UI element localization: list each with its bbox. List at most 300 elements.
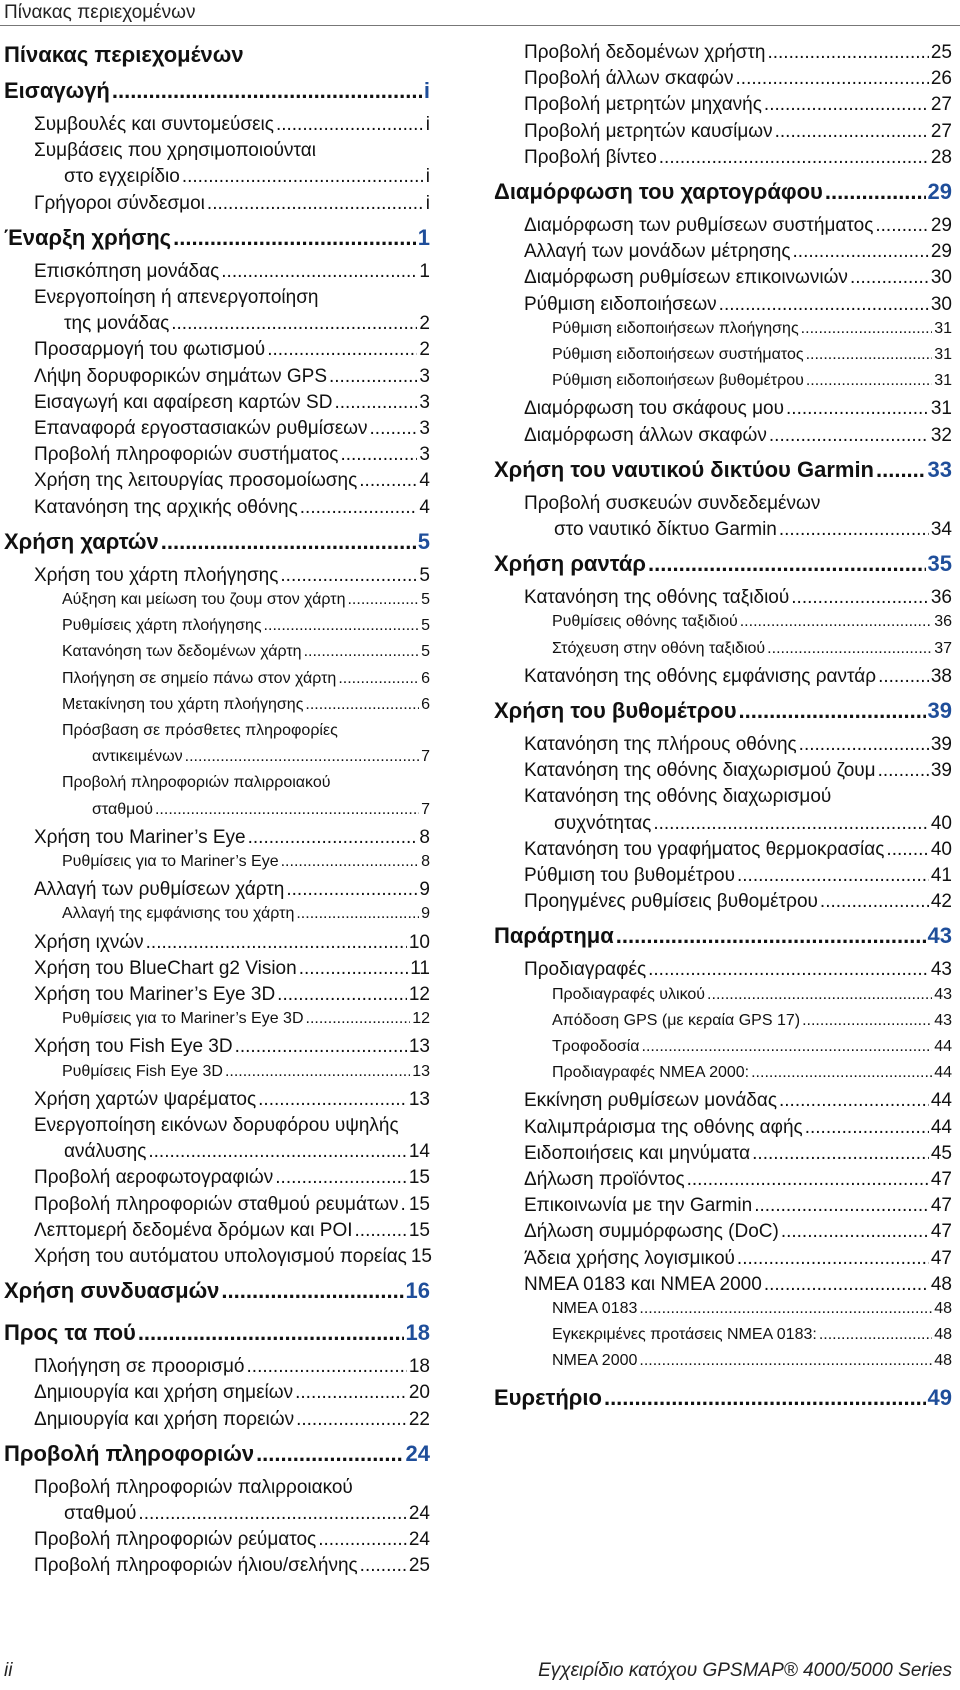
toc-entry[interactable] bbox=[524, 68, 952, 90]
toc-entry-label: Καλιμπράρισμα της οθόνης αφής bbox=[524, 1116, 803, 1138]
toc-entry-label: σταθμού bbox=[64, 1503, 137, 1524]
toc-page-number: 3 bbox=[419, 444, 430, 466]
toc-entry[interactable] bbox=[34, 193, 430, 215]
toc-entry[interactable] bbox=[34, 827, 430, 849]
toc-page-number: 39 bbox=[930, 734, 952, 755]
dot-leader bbox=[616, 923, 926, 949]
dot-leader bbox=[248, 827, 418, 849]
toc-section-entry[interactable] bbox=[494, 1385, 952, 1411]
toc-entry[interactable] bbox=[524, 865, 952, 887]
dot-leader bbox=[791, 587, 929, 609]
toc-page-number: 25 bbox=[408, 1555, 430, 1577]
toc-entry-label: Αλλαγή της εμφάνισης του χάρτη bbox=[62, 905, 295, 923]
toc-page-number: i bbox=[425, 166, 430, 188]
dot-leader bbox=[171, 313, 417, 335]
toc-entry[interactable] bbox=[524, 121, 952, 143]
dot-leader bbox=[329, 366, 417, 388]
toc-entry[interactable] bbox=[64, 1141, 430, 1163]
running-title: Πίνακας περιεχομένων bbox=[4, 2, 196, 23]
toc-entry-label: Λήψη δορυφορικών σημάτων GPS bbox=[34, 365, 327, 387]
toc-page-number: 43 bbox=[930, 959, 952, 981]
dot-leader bbox=[775, 121, 929, 143]
toc-entry[interactable] bbox=[524, 215, 952, 237]
toc-page-number: 1 bbox=[419, 260, 430, 282]
toc-page-number: 37 bbox=[934, 639, 952, 657]
toc-entry[interactable] bbox=[34, 565, 430, 587]
toc-page-number: 47 bbox=[930, 1247, 952, 1269]
toc-entry[interactable] bbox=[34, 366, 430, 388]
toc-entry-label: Εκκίνηση ρυθμίσεων μονάδας bbox=[524, 1090, 777, 1112]
toc-page-number: i bbox=[425, 192, 430, 214]
toc-page-number: 12 bbox=[412, 1010, 430, 1028]
dot-leader bbox=[850, 267, 929, 289]
toc-entry-label: Απόδοση GPS (με κεραία GPS 17) bbox=[552, 1011, 801, 1029]
toc-entry[interactable] bbox=[34, 984, 430, 1006]
toc-entry[interactable] bbox=[524, 666, 952, 688]
toc-entry-label: Προβολή πληροφοριών bbox=[4, 1440, 255, 1466]
toc-page-number: 24 bbox=[408, 1529, 430, 1551]
toc-entry[interactable] bbox=[552, 1352, 952, 1370]
dot-leader bbox=[752, 1143, 929, 1165]
toc-page-number: 25 bbox=[930, 42, 952, 63]
dot-leader bbox=[802, 1012, 932, 1030]
toc-page-number: 5 bbox=[417, 528, 430, 554]
running-header bbox=[0, 0, 960, 26]
toc-entry[interactable] bbox=[34, 1529, 430, 1551]
dot-leader bbox=[639, 1300, 932, 1318]
toc-page-number: 8 bbox=[421, 853, 430, 870]
toc-section-entry[interactable] bbox=[4, 529, 430, 555]
toc-section-entry[interactable] bbox=[494, 457, 952, 483]
toc-page-number: 3 bbox=[419, 365, 430, 387]
dot-leader bbox=[737, 865, 929, 887]
dot-leader bbox=[295, 1382, 407, 1404]
toc-section-entry[interactable] bbox=[4, 1320, 430, 1346]
toc-entry[interactable] bbox=[524, 42, 952, 64]
dot-leader bbox=[256, 1441, 403, 1467]
toc-entry[interactable] bbox=[34, 932, 430, 954]
dot-leader bbox=[221, 1278, 403, 1304]
toc-entry-label: Προβολή μετρητών καυσίμων bbox=[524, 120, 773, 142]
dot-leader bbox=[173, 225, 416, 251]
toc-page-number: 18 bbox=[408, 1356, 430, 1378]
toc-entry[interactable] bbox=[34, 444, 430, 466]
toc-entry-label: Χρήση του ναυτικού δικτύου Garmin bbox=[494, 456, 874, 482]
toc-entry-label: Προηγμένες ρυθμίσεις βυθομέτρου bbox=[524, 891, 818, 913]
page-footer bbox=[0, 1660, 960, 1686]
toc-entry-label: Επαναφορά εργοστασιακών ρυθμίσεων bbox=[34, 418, 368, 439]
dot-leader bbox=[277, 984, 407, 1006]
dot-leader bbox=[786, 398, 929, 420]
toc-entry[interactable] bbox=[34, 1555, 430, 1577]
toc-entry[interactable] bbox=[552, 640, 952, 658]
toc-entry[interactable] bbox=[62, 696, 430, 714]
toc-entry[interactable] bbox=[62, 643, 430, 661]
toc-entry-label: ανάλυσης bbox=[64, 1141, 147, 1163]
toc-page-number: 11 bbox=[410, 957, 430, 979]
dot-leader bbox=[659, 147, 929, 169]
toc-entry[interactable] bbox=[552, 1038, 952, 1056]
toc-entry-label: Προβολή αεροφωτογραφιών bbox=[34, 1167, 274, 1189]
toc-section-entry[interactable] bbox=[4, 225, 430, 251]
toc-entry[interactable] bbox=[34, 1382, 430, 1404]
toc-entry[interactable] bbox=[524, 241, 952, 263]
toc-entry-label: Αλλαγή των ρυθμίσεων χάρτη bbox=[34, 879, 285, 901]
toc-entry-label: Προδιαγραφές NMEA 2000: bbox=[552, 1064, 750, 1082]
dot-leader bbox=[819, 1326, 932, 1344]
toc-entry[interactable] bbox=[524, 1090, 952, 1112]
toc-page-number: 31 bbox=[934, 372, 952, 390]
toc-entry-label: Δήλωση συμμόρφωσης (DoC) bbox=[524, 1221, 779, 1243]
toc-page-number: 29 bbox=[930, 241, 952, 263]
dot-leader bbox=[806, 372, 932, 390]
dot-leader bbox=[764, 94, 929, 116]
toc-entry-label: Κατανόηση της οθόνης ταξιδιού bbox=[524, 587, 790, 609]
toc-section-entry[interactable] bbox=[4, 1278, 430, 1304]
toc-entry[interactable] bbox=[524, 1143, 952, 1165]
toc-page-number: 6 bbox=[421, 695, 430, 713]
toc-entry[interactable] bbox=[552, 1326, 952, 1344]
dot-leader bbox=[648, 959, 929, 981]
toc-entry[interactable] bbox=[552, 613, 952, 631]
toc-entry-label: Χρήση της λειτουργίας προσομοίωσης bbox=[34, 470, 358, 492]
dot-leader bbox=[276, 114, 424, 136]
toc-page-number: 32 bbox=[930, 424, 952, 446]
toc-page-number: 27 bbox=[930, 94, 952, 116]
toc-entry[interactable] bbox=[524, 425, 952, 447]
toc-entry[interactable] bbox=[34, 114, 430, 136]
toc-entry[interactable] bbox=[524, 294, 952, 316]
toc-page-number: 33 bbox=[927, 456, 952, 482]
toc-page-number: 6 bbox=[421, 669, 430, 687]
toc-page-number: 15 bbox=[408, 1219, 430, 1241]
toc-page-number: 47 bbox=[930, 1221, 952, 1243]
toc-entry[interactable] bbox=[552, 1064, 952, 1082]
toc-entry-text: Ενεργοποίηση εικόνων δορυφόρου υψηλής bbox=[34, 1115, 399, 1136]
toc-entry-text: Κατανόηση της οθόνης διαχωρισμού bbox=[524, 786, 832, 808]
toc-entry[interactable] bbox=[64, 166, 430, 188]
toc-entry[interactable] bbox=[34, 1167, 430, 1189]
dot-leader bbox=[370, 418, 418, 440]
toc-entry-label: Παράρτημα bbox=[494, 923, 614, 949]
toc-entry-label: Χρήση του χάρτη πλοήγησης bbox=[34, 564, 279, 586]
dot-leader bbox=[258, 1089, 407, 1111]
toc-page-number: 36 bbox=[934, 613, 952, 631]
toc-entry[interactable] bbox=[524, 1169, 952, 1191]
toc-page-number: 35 bbox=[927, 551, 952, 577]
toc-entry-label: Διαμόρφωση του χαρτογράφου bbox=[494, 179, 823, 204]
toc-entry[interactable] bbox=[524, 587, 952, 609]
toc-page-number: 31 bbox=[934, 319, 952, 337]
toc-page-number: 43 bbox=[934, 985, 952, 1003]
toc-page-number: 40 bbox=[930, 838, 952, 860]
toc-entry[interactable] bbox=[524, 1117, 952, 1139]
toc-entry[interactable] bbox=[524, 734, 952, 756]
toc-entry-label: Κατανόηση του γραφήματος θερμοκρασίας bbox=[524, 838, 885, 860]
toc-entry-label: Μετακίνηση του χάρτη πλοήγησης bbox=[62, 695, 304, 713]
toc-entry-label: Προβολή μετρητών μηχανής bbox=[524, 94, 762, 116]
toc-page-number: 31 bbox=[934, 346, 952, 363]
toc-entry[interactable] bbox=[554, 519, 952, 541]
toc-entry-label: Χρήση συνδυασμών bbox=[4, 1278, 220, 1304]
dot-leader bbox=[805, 1117, 929, 1139]
toc-entry-label: Κατανόηση των δεδομένων χάρτη bbox=[62, 643, 302, 661]
dot-leader bbox=[300, 497, 418, 519]
toc-entry-label: Γρήγοροι σύνδεσμοι bbox=[34, 192, 205, 214]
dot-leader bbox=[235, 1036, 407, 1058]
toc-page-number: 48 bbox=[934, 1326, 952, 1344]
toc-page-number: 42 bbox=[930, 891, 952, 913]
toc-entry[interactable] bbox=[34, 1194, 430, 1216]
toc-entry[interactable] bbox=[524, 398, 952, 420]
toc-entry-label: Προσαρμογή του φωτισμού bbox=[34, 339, 266, 361]
dot-leader bbox=[740, 613, 932, 631]
toc-entry[interactable] bbox=[34, 470, 430, 492]
toc-entry[interactable] bbox=[92, 748, 430, 766]
toc-entry-label: Έναρξη χρήσης bbox=[4, 224, 172, 250]
toc-page-number: 45 bbox=[930, 1142, 952, 1164]
dot-leader bbox=[247, 1356, 407, 1378]
toc-entry[interactable] bbox=[62, 591, 430, 609]
toc-entry-label: Χρήση ραντάρ bbox=[494, 551, 647, 577]
toc-page-number: 18 bbox=[405, 1320, 430, 1346]
toc-page-number: 9 bbox=[419, 879, 430, 901]
toc-entry[interactable] bbox=[524, 94, 952, 116]
toc-section-entry[interactable] bbox=[4, 78, 430, 104]
dot-leader bbox=[155, 801, 419, 819]
toc-entry[interactable] bbox=[62, 670, 430, 688]
toc-page-number: 3 bbox=[419, 391, 430, 413]
dot-leader bbox=[769, 425, 929, 447]
toc-entry-label: Προβολή βίντεο bbox=[524, 146, 657, 168]
toc-entry-label: Ρυθμίσεις Fish Eye 3D bbox=[62, 1062, 223, 1080]
toc-page-number: 12 bbox=[408, 984, 430, 1005]
dot-leader bbox=[338, 670, 419, 688]
toc-page-number: 40 bbox=[930, 812, 952, 834]
toc-entry-label: Ειδοποιήσεις και μηνύματα bbox=[524, 1142, 751, 1164]
dot-leader bbox=[304, 643, 420, 661]
toc-entry[interactable] bbox=[62, 617, 430, 635]
toc-entry-label: Προβολή πληροφοριών ήλιου/σελήνης bbox=[34, 1555, 358, 1577]
toc-page-number: 13 bbox=[408, 1088, 430, 1110]
toc-entry[interactable] bbox=[552, 986, 952, 1004]
toc-entry[interactable] bbox=[34, 418, 430, 440]
toc-entry-label: Τροφοδοσία bbox=[552, 1038, 640, 1055]
toc-entry[interactable] bbox=[552, 1300, 952, 1318]
toc-page-number: 43 bbox=[927, 923, 952, 949]
toc-entry[interactable] bbox=[64, 313, 430, 335]
toc-entry[interactable] bbox=[34, 392, 430, 414]
toc-entry-label: Κατανόηση της αρχικής οθόνης bbox=[34, 496, 298, 518]
toc-section-entry[interactable] bbox=[494, 698, 952, 724]
dot-leader bbox=[112, 78, 422, 104]
toc-entry-label: Ευρετήριο bbox=[494, 1384, 602, 1410]
dot-leader bbox=[182, 166, 424, 188]
toc-entry-label: Κατανόηση της πλήρους οθόνης bbox=[524, 734, 797, 755]
dot-leader bbox=[806, 346, 933, 364]
header-rule bbox=[0, 25, 960, 26]
toc-entry-text: Πρόσβαση σε πρόσθετες πληροφορίες bbox=[62, 722, 338, 739]
toc-entry[interactable] bbox=[552, 372, 952, 390]
toc-page-number: 27 bbox=[930, 120, 952, 142]
toc-page-number: 3 bbox=[419, 418, 430, 439]
toc-entry-label: Διαμόρφωση των ρυθμίσεων συστήματος bbox=[524, 215, 874, 236]
dot-leader bbox=[886, 839, 928, 861]
toc-title: Πίνακας περιεχομένων bbox=[4, 42, 244, 67]
toc-entry[interactable] bbox=[34, 1036, 430, 1058]
toc-entry-label: Συμβουλές και συντομεύσεις bbox=[34, 114, 274, 135]
toc-entry[interactable] bbox=[64, 1503, 430, 1525]
toc-page-number: 48 bbox=[930, 1273, 952, 1295]
dot-leader bbox=[299, 958, 409, 980]
footer-page-number: ii bbox=[4, 1660, 13, 1681]
toc-entry-label: Εισαγωγή και αφαίρεση καρτών SD bbox=[34, 391, 333, 413]
toc-entry[interactable] bbox=[524, 267, 952, 289]
dot-leader bbox=[801, 320, 933, 338]
toc-page-number: 39 bbox=[927, 698, 952, 723]
toc-entry-text: Προβολή πληροφοριών παλιρροιακού bbox=[34, 1476, 353, 1498]
toc-entry-label: Ρύθμιση ειδοποιήσεων πλοήγησης bbox=[552, 319, 799, 337]
toc-page-number: 41 bbox=[930, 865, 952, 886]
dot-leader bbox=[604, 1385, 926, 1411]
toc-entry-label: NMEA 0183 bbox=[552, 1300, 638, 1317]
dot-leader bbox=[347, 591, 419, 609]
toc-page-number: 5 bbox=[419, 564, 430, 586]
toc-entry[interactable] bbox=[524, 1195, 952, 1217]
toc-entry-label: Ρύθμιση ειδοποιήσεων βυθομέτρου bbox=[552, 372, 804, 390]
dot-leader bbox=[355, 1220, 407, 1242]
dot-leader bbox=[707, 986, 932, 1004]
toc-entry[interactable] bbox=[524, 1274, 952, 1296]
toc-entry-label: Ρύθμιση του βυθομέτρου bbox=[524, 865, 735, 886]
toc-page-number: 7 bbox=[421, 748, 430, 766]
toc-entry[interactable] bbox=[92, 801, 430, 819]
toc-page-number: 2 bbox=[419, 313, 430, 335]
toc-entry[interactable] bbox=[62, 1063, 430, 1081]
dot-leader bbox=[401, 1194, 407, 1216]
toc-page-number: 14 bbox=[408, 1141, 430, 1163]
toc-entry[interactable] bbox=[62, 853, 430, 871]
dot-leader bbox=[185, 748, 419, 766]
toc-entry-label: Λεπτομερή δεδομένα δρόμων και POI bbox=[34, 1219, 353, 1241]
toc-page-number: 49 bbox=[927, 1384, 952, 1410]
dot-leader bbox=[318, 1529, 407, 1551]
toc-entry[interactable] bbox=[524, 891, 952, 913]
toc-entry-label: Διαμόρφωση ρυθμίσεων επικοινωνιών bbox=[524, 267, 848, 289]
toc-page-number: 13 bbox=[408, 1036, 430, 1058]
toc-entry[interactable] bbox=[34, 1409, 430, 1431]
toc-section-entry[interactable] bbox=[494, 179, 952, 205]
dot-leader bbox=[286, 879, 417, 901]
toc-entry[interactable] bbox=[524, 1221, 952, 1243]
toc-entry-label: Προδιαγραφές υλικού bbox=[552, 985, 706, 1003]
toc-entry-label: Κατανόηση της οθόνης διαχωρισμού ζουμ bbox=[524, 760, 876, 782]
toc-page-number: 4 bbox=[419, 496, 430, 518]
toc-entry-text: Προβολή συσκευών συνδεδεμένων bbox=[524, 492, 821, 514]
toc-entry[interactable] bbox=[524, 147, 952, 169]
toc-page-number: 48 bbox=[934, 1352, 952, 1370]
toc-entry-label: Προβολή πληροφοριών συστήματος bbox=[34, 444, 339, 466]
dot-leader bbox=[360, 1555, 407, 1577]
dot-leader bbox=[138, 1503, 406, 1525]
toc-section-entry[interactable] bbox=[494, 923, 952, 949]
toc-page-number: 28 bbox=[930, 146, 952, 168]
toc-entry[interactable] bbox=[34, 1089, 430, 1111]
toc-entry[interactable] bbox=[62, 1010, 430, 1028]
toc-entry[interactable] bbox=[34, 261, 430, 283]
toc-page-number: 43 bbox=[934, 1011, 952, 1029]
dot-leader bbox=[767, 42, 928, 64]
toc-entry[interactable] bbox=[62, 905, 430, 923]
dot-leader bbox=[736, 68, 929, 90]
toc-page-number: 36 bbox=[930, 587, 952, 609]
toc-entry[interactable] bbox=[552, 346, 952, 364]
toc-entry-label: Στόχευση στην οθόνη ταξιδιού bbox=[552, 639, 766, 657]
dot-leader bbox=[719, 294, 929, 316]
dot-leader bbox=[275, 1167, 407, 1189]
toc-entry-label: συχνότητας bbox=[554, 812, 652, 834]
dot-leader bbox=[639, 1352, 932, 1370]
toc-entry-label: Επισκόπηση μονάδας bbox=[34, 260, 220, 282]
toc-entry-label: Προς τα πού bbox=[4, 1320, 136, 1346]
toc-entry[interactable] bbox=[34, 1220, 430, 1242]
toc-entry-label: Διαμόρφωση άλλων σκαφών bbox=[524, 424, 767, 446]
toc-entry[interactable] bbox=[524, 760, 952, 782]
dot-leader bbox=[653, 813, 929, 835]
toc-entry[interactable] bbox=[34, 1356, 430, 1378]
toc-entry-label: Χρήση του Mariner’s Eye bbox=[34, 826, 246, 848]
dot-leader bbox=[359, 470, 417, 492]
dot-leader bbox=[296, 905, 419, 923]
toc-entry-label: Εγκεκριμένες προτάσεις NMEA 0183: bbox=[552, 1326, 817, 1344]
dot-leader bbox=[751, 1064, 932, 1082]
toc-entry[interactable] bbox=[34, 339, 430, 361]
toc-page-number: 38 bbox=[930, 665, 952, 687]
toc-entry[interactable] bbox=[554, 813, 952, 835]
toc-section-entry[interactable] bbox=[4, 1441, 430, 1467]
toc-entry-label: Χρήση ιχνών bbox=[34, 931, 144, 953]
toc-page-number: 4 bbox=[419, 470, 430, 492]
toc-entry[interactable] bbox=[524, 839, 952, 861]
toc-page-number: 9 bbox=[421, 905, 430, 923]
dot-leader bbox=[687, 1169, 929, 1191]
toc-page-number: 20 bbox=[408, 1382, 430, 1404]
toc-entry-label: Χρήση του αυτόματου υπολογισμού πορείας bbox=[34, 1246, 407, 1267]
toc-page-number: 30 bbox=[930, 293, 952, 315]
dot-leader bbox=[781, 1221, 929, 1243]
toc-entry[interactable] bbox=[524, 959, 952, 981]
toc-entry[interactable] bbox=[34, 879, 430, 901]
dot-leader bbox=[764, 1274, 929, 1296]
dot-leader bbox=[340, 444, 417, 466]
dot-leader bbox=[737, 1248, 929, 1270]
toc-entry-label: Ρυθμίσεις για το Mariner’s Eye bbox=[62, 853, 279, 870]
toc-page-number: 5 bbox=[421, 643, 430, 661]
toc-page-number: i bbox=[425, 114, 430, 135]
toc-entry[interactable] bbox=[524, 1248, 952, 1270]
toc-entry[interactable] bbox=[34, 497, 430, 519]
toc-entry-label: Πλοήγηση σε σημείο πάνω στον χάρτη bbox=[62, 669, 337, 687]
dot-leader bbox=[146, 932, 407, 954]
toc-entry[interactable] bbox=[34, 1246, 430, 1268]
toc-entry[interactable] bbox=[552, 320, 952, 338]
dot-leader bbox=[221, 261, 417, 283]
toc-section-entry[interactable] bbox=[494, 551, 952, 577]
toc-entry-label: Χρήση του Fish Eye 3D bbox=[34, 1036, 233, 1058]
toc-entry[interactable] bbox=[34, 958, 430, 980]
toc-entry-text: Συμβάσεις που χρησιμοποιούνται bbox=[34, 140, 316, 162]
toc-entry[interactable] bbox=[552, 1012, 952, 1030]
